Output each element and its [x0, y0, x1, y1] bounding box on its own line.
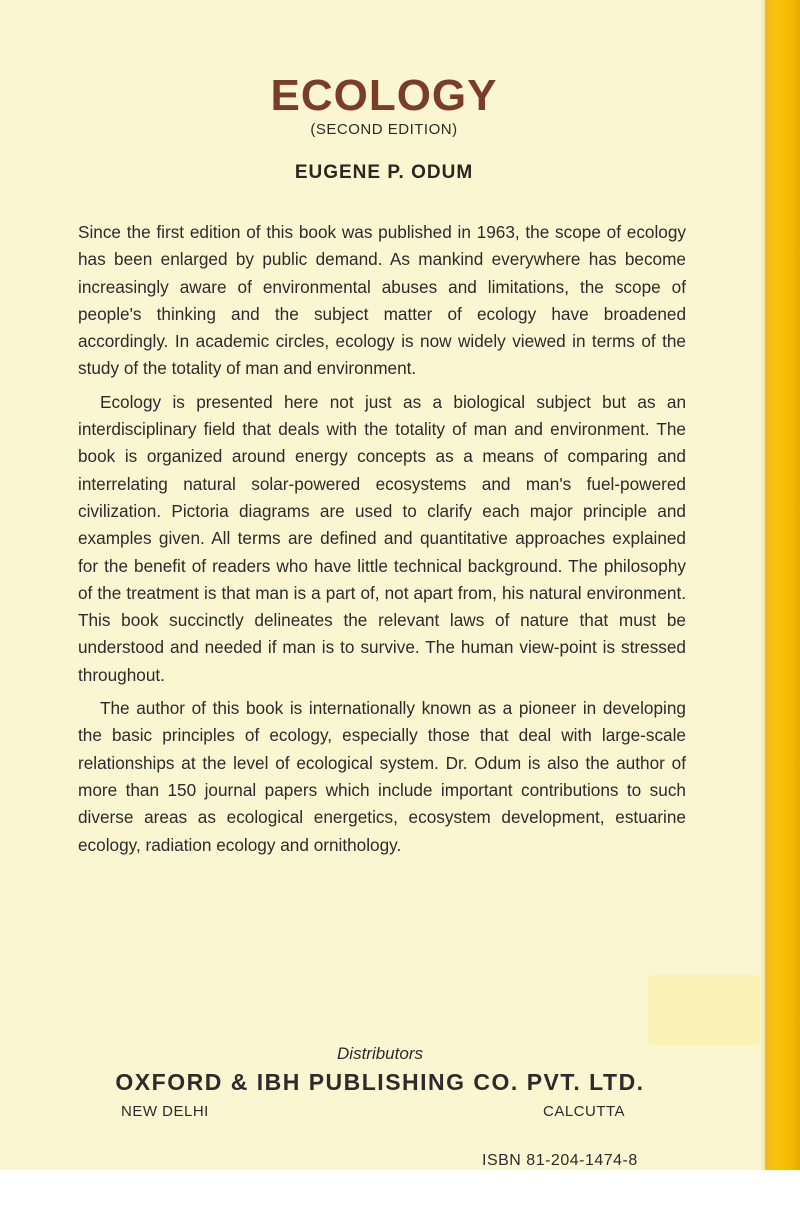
book-title: ECOLOGY: [270, 71, 498, 120]
book-author: EUGENE P. ODUM: [294, 162, 474, 183]
paper-stain: [648, 975, 760, 1045]
blurb-text: [78, 219, 686, 865]
publisher-city-calcutta: CALCUTTA: [543, 1103, 626, 1120]
distributors-label: Distributors: [337, 1044, 423, 1063]
blurb-paragraph-3: The author of this book is internationally known as a pioneer in developing the basic principles of ecology, especially those that deal with large-scale relationships at the level of ecological system. Dr. Odum is also the author of more than 150 journal papers which include important contributions to such diverse areas as ecological energetics, ecosystem development, estuarine ecology, radiation ecology and ornithology.: [78, 698, 686, 855]
publisher-name: OXFORD & IBH PUBLISHING CO. PVT. LTD.: [115, 1069, 645, 1095]
blurb-paragraph-2: Ecology is presented here not just as a biological subject but as an interdisciplinary field that deals with the totality of man and environment. The book is organized around energy concepts as a means of comparing and interrelating natural solar-powered ecosystems and man's fuel-powered civilization. Pictoria diagrams are used to clarify each major principle and examples given. All terms are defined and quantitative approaches explained for the benefit of readers who have little technical background. The philosophy of the treatment is that man is a part of, not apart from, his natural environment. This book succinctly delineates the relevant laws of nature that must be understood and needed if man is to survive. The human view-point is stressed throughout.: [78, 391, 686, 685]
book-edition: (SECOND EDITION): [310, 121, 458, 138]
yellow-page-edge: [765, 0, 800, 1170]
publisher-city-new-delhi: NEW DELHI: [121, 1103, 209, 1120]
isbn-number: ISBN 81-204-1474-8: [482, 1152, 638, 1169]
blurb-paragraph-1: Since the first edition of this book was published in 1963, the scope of ecology has been enlarged by public demand. As mankind everywhere has become increasingly aware of environmental abuses and limitations, the scope of people's thinking and the subject matter of ecology have broadened accordingly. In academic circles, ecology is now widely viewed in terms of the study of the totality of man and environment.: [78, 222, 686, 379]
